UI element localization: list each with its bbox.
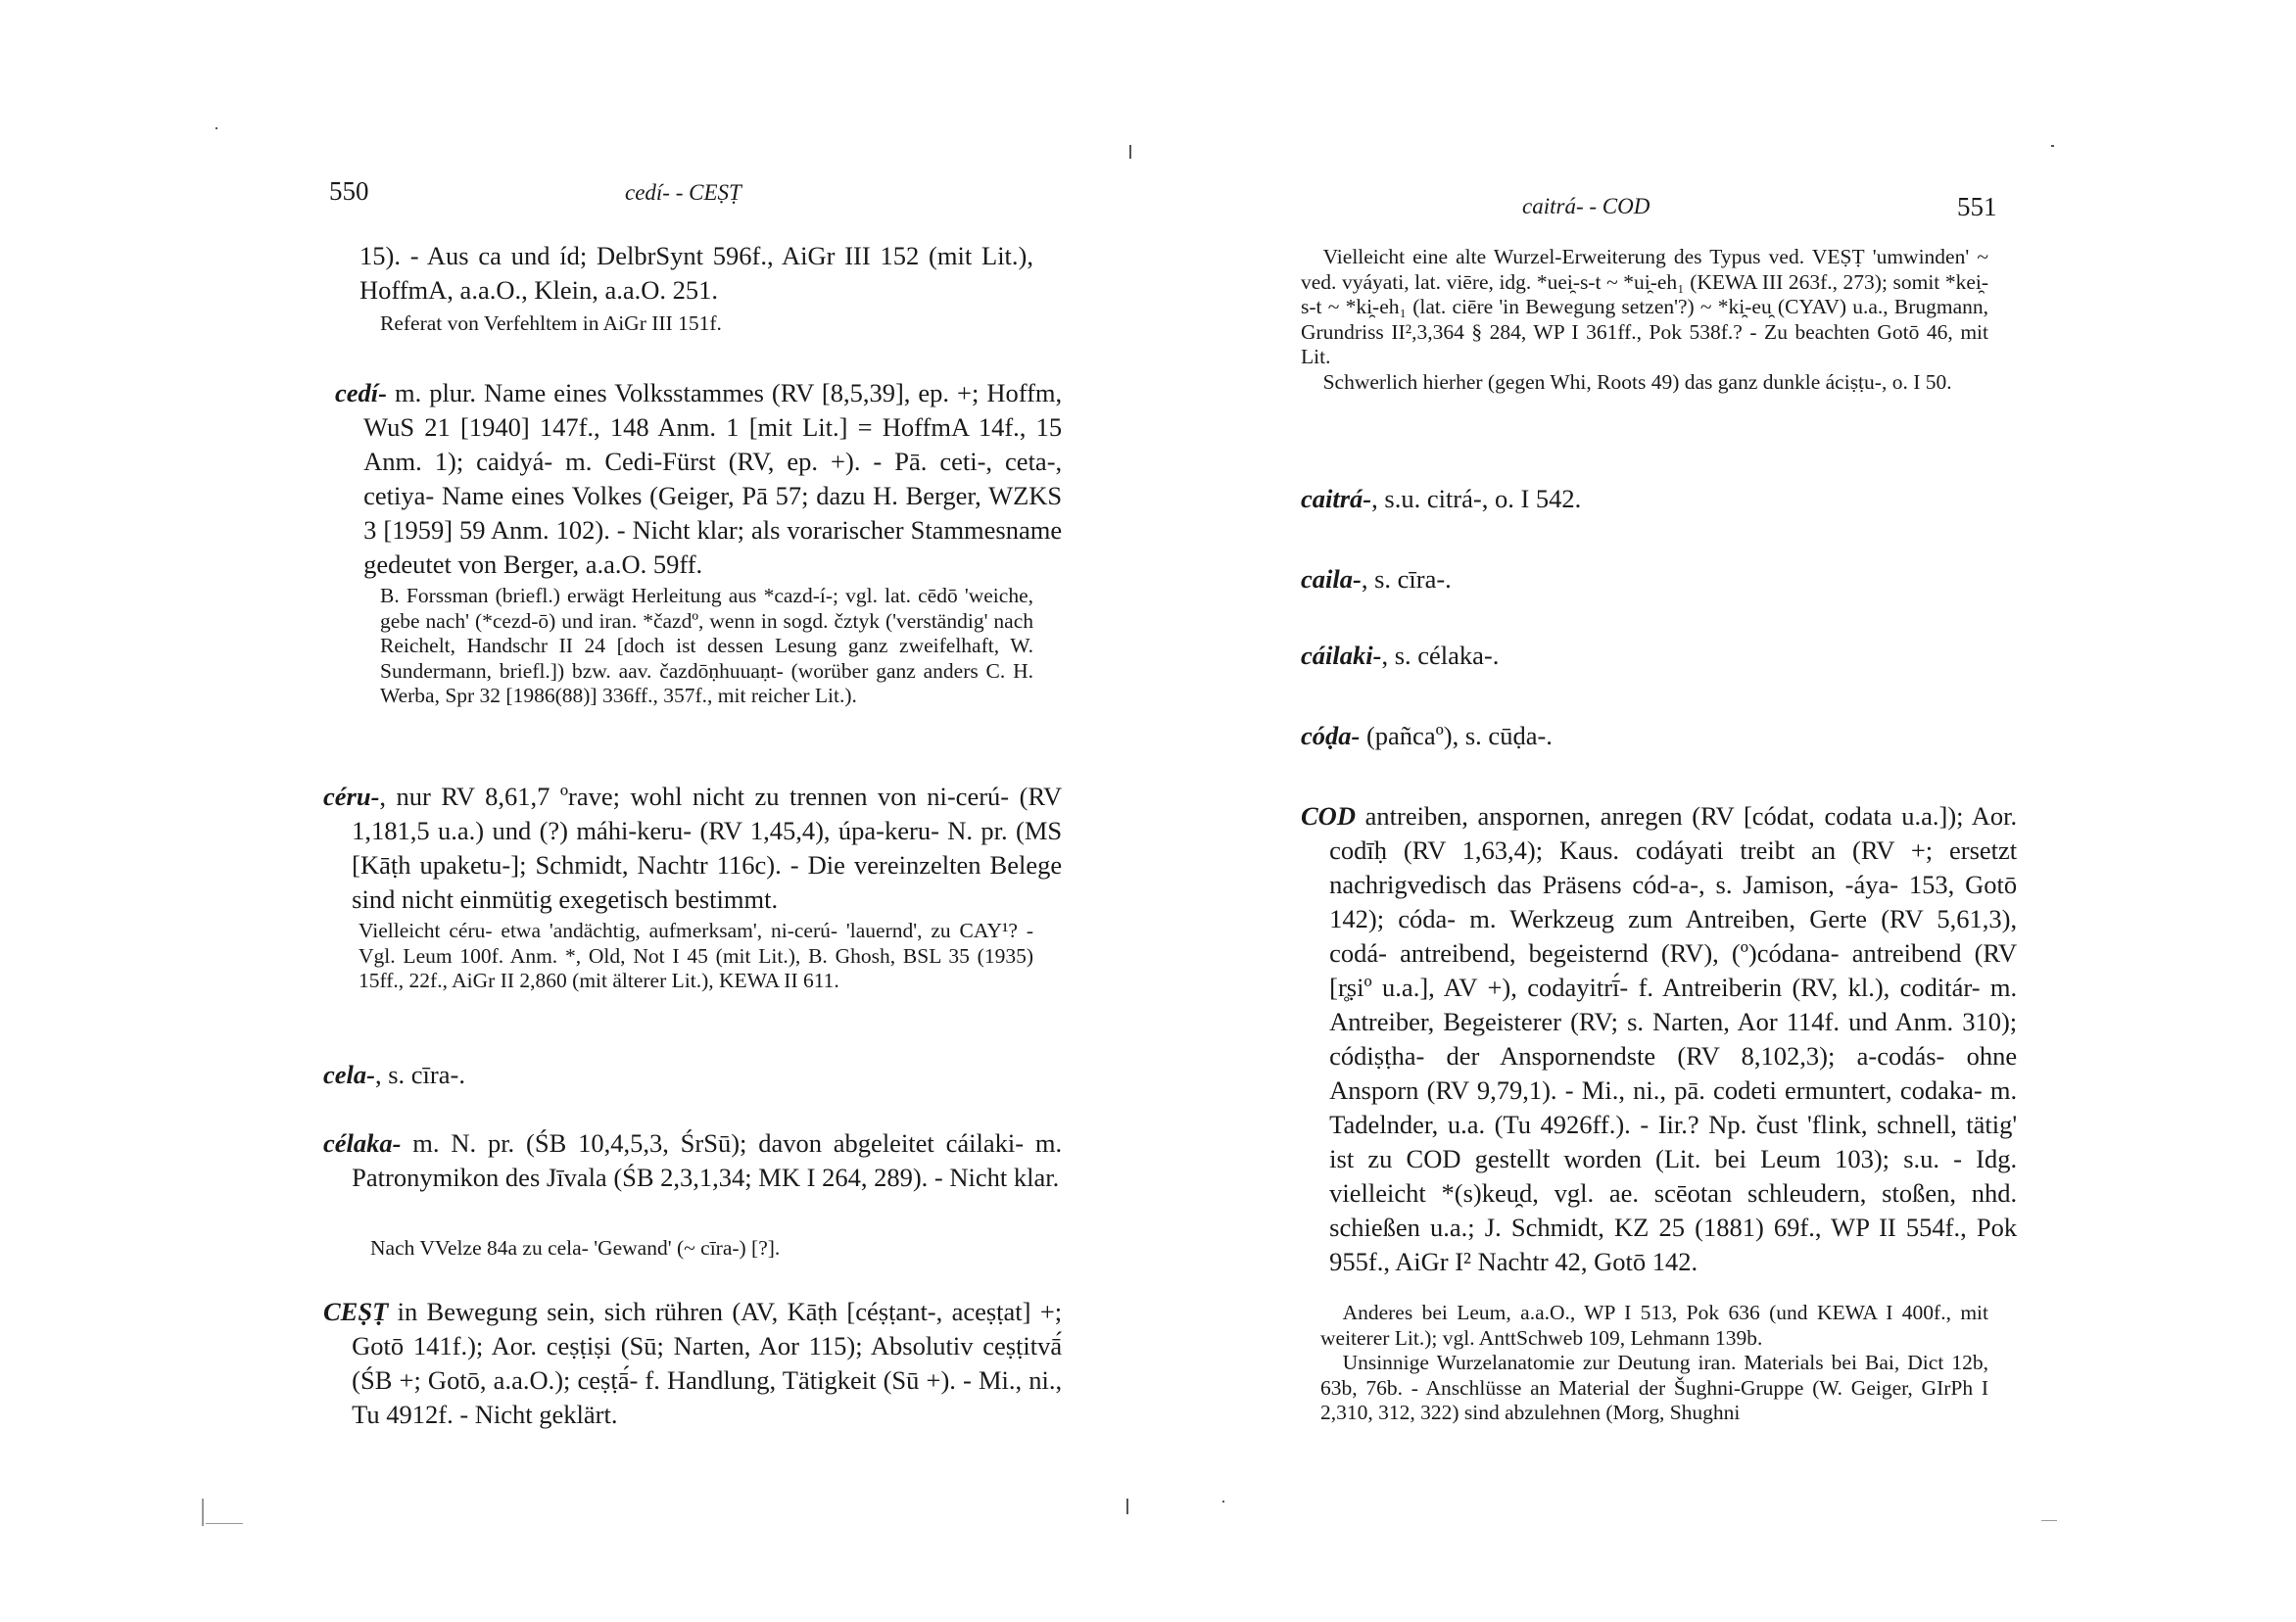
headword: COD	[1301, 801, 1356, 831]
note-text: Unsinnige Wurzelanatomie zur Deutung iran. Materials bei Bai, Dict 12b, 63b, 76b. - Anschlüsse an Material der Šughni-Gruppe (W. Geiger, GIrPh I 2,310, 312, 322) sind abzulehnen (Morg, Shughni	[1320, 1351, 1988, 1424]
note-text: Referat von Verfehltem in AiGr III 151f.	[380, 311, 722, 335]
note-text: Vielleicht céru- etwa 'andächtig, aufmerksam', ni-cerú- 'lauernd', zu CAY¹? - Vgl. Leum 100f. Anm. *, Old, Not I 45 (mit Lit.), B. Ghosh, BSL 35 (1935) 15ff., 22f., AiGr II 2,860 (mit älterer Lit.), KEWA II 611.	[359, 919, 1033, 992]
entry-text: , nur RV 8,61,7 ºrave; wohl nicht zu trennen von ni-cerú- (RV 1,181,5 u.a.) und (?) máhi-keru- (RV 1,45,4), úpa-keru- N. pr. (MS [Kāṭh upaketu-]; Schmidt, Nachtr 116c). - Die vereinzelten Belege sind nicht einmütig exegetisch bestimmt.	[352, 782, 1063, 914]
headword: cáilaki-	[1301, 641, 1382, 670]
scan-speck	[206, 1523, 243, 1524]
entry-text: antreiben, anspornen, anregen (RV [códat, codata u.a.]); Aor. codīḥ (RV 1,63,4); Kaus. codáyati treibt an (RV +; ersetzt nachrigvedisch das Präsens cód-a-, s. Jamison, -áya- 153, Gotō 142); códa- m. Werkzeug zum Antreiben, Gerte (RV 5,61,3), codá- antreibend, begeisternd (RV), (º)códana- antreibend (RV [r̥ṣiº u.a.], AV +), codayitrī́- f. Antreiberin (RV, kl.), coditár- m. Antreiber, Begeisterer (RV; s. Narten, Aor 114f. und Anm. 310); códiṣṭha- der Anspornendste (RV 8,102,3); a-codás- ohne Ansporn (RV 9,79,1). - Mi., ni., pā. codeti ermuntert, codaka- m. Tadelnder, u.a. (Tu 4926ff.). - Iir.? Np. čust 'flink, schnell, tätig' ist zu COD gestellt worden (Lit. bei Leum 103); s.u. - Idg. vielleicht *(s)keu̯d, vgl. ae. scēotan schleudern, stoßen, nhd. schießen u.a.; J. Schmidt, KZ 25 (1881) 69f., WP II 554f., Pok 955f., AiGr I² Nachtr 42, Gotō 142.	[1329, 801, 2018, 1276]
note-text: Vielleicht eine alte Wurzel-Erweiterung des Typus ved. VEṢṬ 'umwinden' ~ ved. vyáyati, lat. viēre, idg. *uei̯-s-t ~ *ui̯-eh₁ (KEWA III 263f., 273); somit *kei̯-s-t ~ *ki̯-eh₁ (lat. ciēre 'in Bewegung setzen'?) ~ *ki̯-eu̯ (CYAV) u.a., Brugmann, Grundriss II²,3,364 § 284, WP I 361ff., Pok 538f.? - Zu beachten Gotō 46, mit Lit.	[1301, 245, 1988, 368]
note-celaka	[370, 1236, 1033, 1262]
entry-cod	[1301, 799, 2017, 1279]
scan-speck	[215, 127, 217, 129]
entry-cest	[323, 1295, 1062, 1432]
note-text: Schwerlich hierher (gegen Whi, Roots 49) das ganz dunkle áciṣṭu-, o. I 50.	[1322, 369, 1952, 394]
entry-celaka	[323, 1126, 1062, 1195]
entry-coda	[1301, 719, 1988, 753]
entry-cailaki	[1301, 639, 1988, 673]
entry-text: , s. cīra-.	[1361, 564, 1452, 594]
headword: cedí-	[335, 378, 387, 407]
running-head: caitrá- - COD	[1522, 194, 1650, 218]
headword: caitrá-	[1301, 484, 1372, 513]
headword: cóḍa-	[1301, 721, 1361, 750]
entry-caitra	[1301, 482, 1988, 516]
headword: cela-	[323, 1060, 375, 1089]
note-text: B. Forssman (briefl.) erwägt Herleitung aus *cazd-í-; vgl. lat. cēdō 'weiche, gebe nach' (*cezd-ō) und iran. *čazdº, wenn in sogd. čztyk ('verständig' nach Reichelt, Handschr II 24 [doch ist dessen Lesung ganz zweifelhaft, W. Sundermann, briefl.]) bzw. aav. čazdōṇhuuaṇt- (worüber ganz anders C. H. Werba, Spr 32 [1986(88)] 336ff., 357f., mit reicher Lit.).	[380, 584, 1033, 707]
entry-caila	[1301, 562, 1988, 596]
note-cod	[1320, 1301, 1988, 1426]
entry-text: m. plur. Name eines Volksstammes (RV [8,5,39], ep. +; Hoffm, WuS 21 [1940] 147f., 148 Anm. 1 [mit Lit.] = HoffmA 14f., 15 Anm. 1); caidyá- m. Cedi-Fürst (RV, ep. +). - Pā. ceti-, ceta-, cetiya- Name eines Volkes (Geiger, Pā 57; dazu H. Berger, WZKS 3 [1959] 59 Anm. 102). - Nicht klar; als vorarischer Stammesname gedeutet von Berger, a.a.O. 59ff.	[363, 378, 1063, 579]
headword: caila-	[1301, 564, 1362, 594]
entry-text: m. N. pr. (ŚB 10,4,5,3, ŚrSū); davon abgeleitet cáilaki- m. Patronymikon des Jīvala (ŚB 2,3,1,34; MK I 264, 289). - Nicht klar.	[352, 1128, 1063, 1192]
continuation-note	[380, 311, 1033, 337]
entry-text: (pañcaº), s. cūḍa-.	[1360, 721, 1553, 750]
entry-text: in Bewegung sein, sich rühren (AV, Kāṭh [céṣṭant-, aceṣṭat] +; Gotō 141f.); Aor. ceṣṭiṣi (Sū; Narten, Aor 115); Absolutiv ceṣṭitvā́ (ŚB +; Gotō, a.a.O.); ceṣṭā́- f. Handlung, Tätigkeit (Sū +). - Mi., ni., Tu 4912f. - Nicht geklärt.	[352, 1297, 1063, 1429]
note-cedi	[380, 584, 1033, 709]
page-number: 551	[1957, 192, 1997, 221]
entry-cela	[323, 1058, 1033, 1092]
entry-text: , s.u. citrá-, o. I 542.	[1371, 484, 1582, 513]
entry-text: , s. célaka-.	[1381, 641, 1500, 670]
scan-speck	[202, 1499, 204, 1526]
entry-cedi	[335, 376, 1062, 582]
scan-speck	[2041, 1520, 2057, 1521]
right-page	[1148, 0, 2296, 1622]
scan-speck	[1222, 1501, 1224, 1503]
scan-speck	[2051, 145, 2054, 147]
page-number: 550	[329, 176, 369, 206]
entry-ceru	[323, 780, 1062, 917]
note-text: Anderes bei Leum, a.a.O., WP I 513, Pok 636 (und KEWA I 400f., mit weiterer Lit.); vgl. AnttSchweb 109, Lehmann 139b.	[1320, 1301, 1988, 1350]
continuation-note	[1301, 245, 1988, 395]
note-ceru	[359, 919, 1033, 994]
scan-speck	[1129, 145, 1131, 159]
headword: céru-	[323, 782, 380, 811]
scan-speck	[1126, 1499, 1128, 1514]
continuation-text: 15). - Aus ca und íd; DelbrSynt 596f., AiGr III 152 (mit Lit.), HoffmA, a.a.O., Klein, a.a.O. 251.	[359, 241, 1033, 305]
headword: CEṢṬ	[323, 1297, 389, 1326]
running-head: cedí- - CEṢṬ	[625, 180, 741, 205]
entry-text: , s. cīra-.	[374, 1060, 465, 1089]
note-text: Nach VVelze 84a zu cela- 'Gewand' (~ cīra-) [?].	[370, 1236, 781, 1260]
headword: célaka-	[323, 1128, 402, 1158]
continuation-main	[359, 239, 1033, 308]
